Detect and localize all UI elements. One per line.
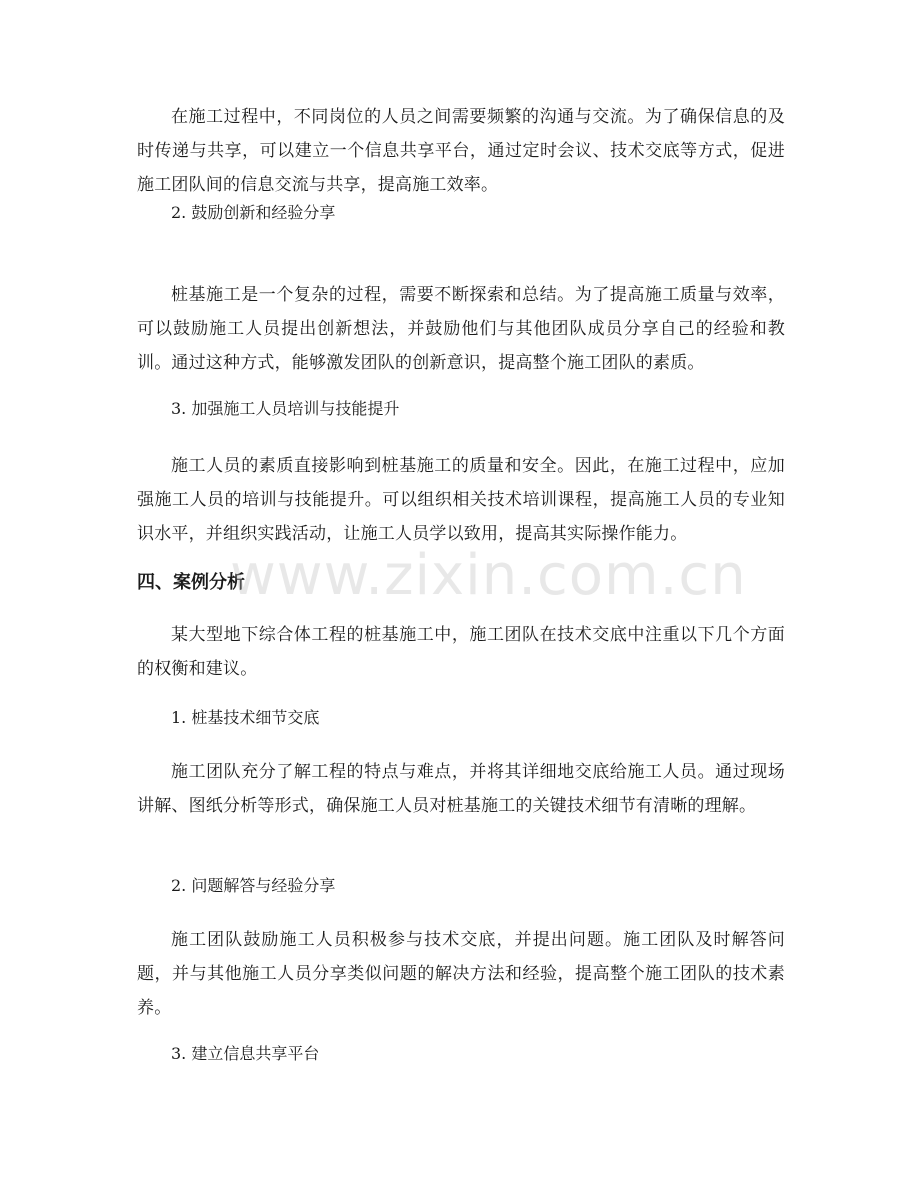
item-title-pile-details: 1. 桩基技术细节交底	[171, 708, 320, 727]
paragraph-training: 施工人员的素质直接影响到桩基施工的质量和安全。因此，在施工过程中，应加强施工人员的培训与技能提升。可以组织相关技术培训课程，提高施工人员的专业知识水平，并组织实践活动，让施工人员学以致用，提高其实际操作能力。	[137, 456, 785, 544]
item-title-qa-sharing: 2. 问题解答与经验分享	[171, 876, 336, 895]
item-title-info-platform: 3. 建立信息共享平台	[171, 1044, 320, 1063]
paragraph-innovation: 桩基施工是一个复杂的过程，需要不断探索和总结。为了提高施工质量与效率，可以鼓励施工人员提出创新想法，并鼓励他们与其他团队成员分享自己的经验和教训。通过这种方式，能够激发团队的创新意识，提高整个施工团队的素质。	[137, 285, 785, 373]
paragraph-pile-details: 施工团队充分了解工程的特点与难点，并将其详细地交底给施工人员。通过现场讲解、图纸分析等形式，确保施工人员对桩基施工的关键技术细节有清晰的理解。	[137, 762, 785, 816]
paragraph-case-intro: 某大型地下综合体工程的桩基施工中，施工团队在技术交底中注重以下几个方面的权衡和建议。	[137, 625, 785, 679]
watermark: www.zixin.com.cn	[230, 543, 747, 608]
section-heading-case-analysis: 四、案例分析	[137, 572, 245, 593]
paragraph-info-sharing: 在施工过程中，不同岗位的人员之间需要频繁的沟通与交流。为了确保信息的及时传递与共享，可以建立一个信息共享平台，通过定时会议、技术交底等方式，促进施工团队间的信息交流与共享，提高施工效率。	[137, 107, 785, 195]
paragraph-qa-sharing: 施工团队鼓励施工人员积极参与技术交底，并提出问题。施工团队及时解答问题，并与其他施工人员分享类似问题的解决方法和经验，提高整个施工团队的技术素养。	[137, 930, 785, 1018]
item-title-innovation: 2. 鼓励创新和经验分享	[171, 203, 336, 222]
item-title-training: 3. 加强施工人员培训与技能提升	[171, 399, 400, 418]
